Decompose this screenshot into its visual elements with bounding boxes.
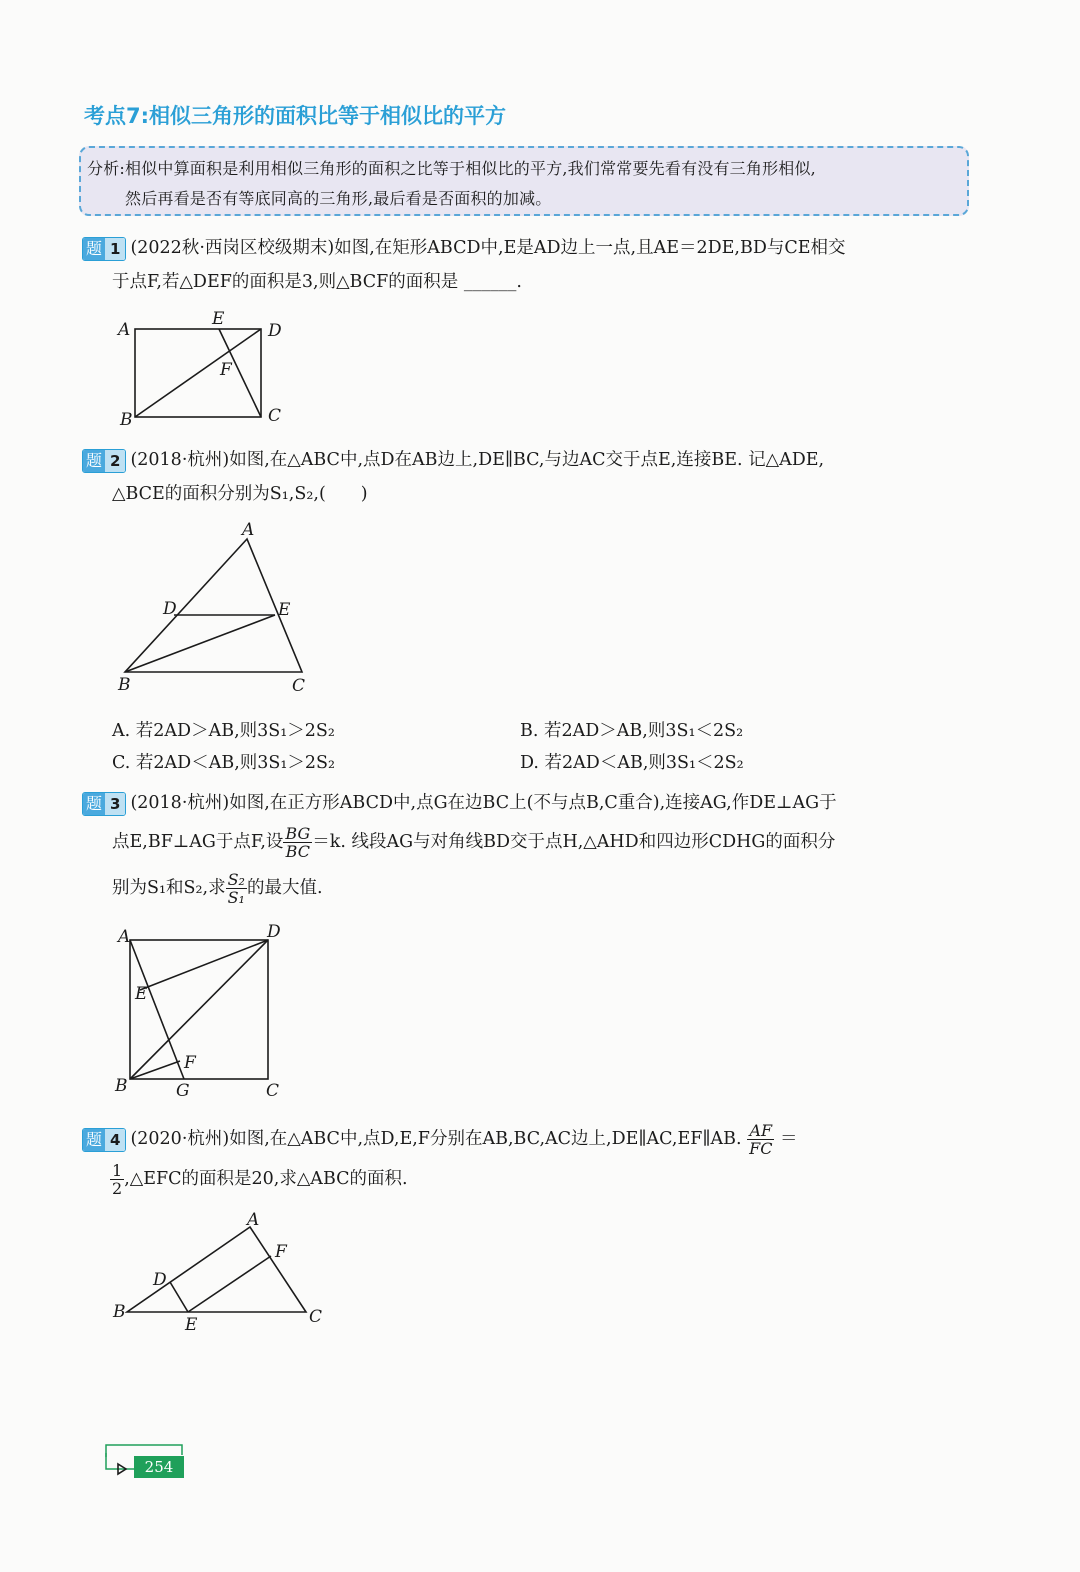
figure-triangle-abc-q4 (105, 1205, 335, 1335)
label-b: B (120, 410, 133, 430)
label-d: D (267, 922, 281, 942)
label-e: E (135, 984, 148, 1004)
label-c: C (268, 406, 282, 426)
question-3-line-3: 别为S₁和S₂,求 $\frac{\text{S₂}}{\text{S₁}}$ 的最大值. (112, 870, 323, 907)
label-g: G (176, 1081, 190, 1101)
label-d: D (153, 1270, 167, 1290)
segment-de (170, 1282, 188, 1312)
label-b: B (118, 675, 131, 695)
analysis-line-2: 然后再看是否有等底同高的三角形,最后看是否面积的加减。 (125, 189, 552, 208)
question-4-line-1: 题 4 (2020·杭州)如图,在△ABC中,点D,E,F分别在AB,BC,AC边上,DE∥AC,EF∥AB. $\frac{AF}{FC}$ ＝ (82, 1122, 798, 1157)
segment-bf (130, 1061, 180, 1079)
label-a: A (118, 927, 131, 947)
label-f: F (275, 1242, 287, 1262)
option-c: C. 若2AD＜AB,则3S₁＞2S₂ (112, 753, 336, 773)
label-f: F (184, 1053, 196, 1073)
fraction-s2-s1: $\frac{\text{S₂}}{\text{S₁}}$ (227, 870, 245, 907)
label-a: A (247, 1210, 260, 1230)
label-c: C (309, 1307, 323, 1327)
label-a: A (118, 320, 131, 340)
question-4-tag: 题 4 (82, 1128, 126, 1152)
section-title: 考点7:相似三角形的面积比等于相似比的平方 (84, 104, 507, 128)
analysis-box (79, 146, 969, 216)
segment-ag (130, 940, 184, 1079)
label-c: C (266, 1081, 280, 1101)
question-1-line-2: 于点F,若△DEF的面积是3,则△BCF的面积是 ______. (112, 272, 522, 292)
label-a: A (242, 520, 255, 540)
page-number: 254 (134, 1456, 184, 1478)
question-3-line-2: 点E,BF⊥AG于点F,设 $\frac{BG}{BC}$ ＝k. 线段AG与对角线BD交于点H,△AHD和四边形CDHG的面积分 (112, 824, 836, 861)
label-e: E (185, 1315, 198, 1335)
figure-triangle-abc-q2 (110, 515, 320, 695)
label-d: D (268, 321, 282, 341)
question-3-tag: 题 3 (82, 792, 126, 816)
diagonal-bd (130, 940, 268, 1079)
diagonal-bd (135, 329, 261, 417)
label-b: B (113, 1302, 126, 1322)
fraction-one-half: $\frac{1}{2}$ (112, 1161, 123, 1198)
option-d: D. 若2AD＜AB,则3S₁＜2S₂ (520, 753, 744, 773)
fraction-bg-bc: $\frac{BG}{BC}$ (285, 824, 311, 861)
option-a: A. 若2AD＞AB,则3S₁＞2S₂ (112, 721, 335, 741)
segment-ef (188, 1256, 271, 1312)
figure-square-abcd (110, 918, 310, 1103)
triangle-abc (125, 539, 302, 672)
fraction-af-fc: $\frac{AF}{FC}$ (749, 1121, 773, 1158)
question-4-line-2: $\frac{1}{2}$ ,△EFC的面积是20,求△ABC的面积. (112, 1161, 408, 1198)
question-1-line-1: 题 1 (2022秋·西岗区校级期末)如图,在矩形ABCD中,E是AD边上一点,且AE＝2DE,BD与CE相交 (82, 235, 846, 261)
question-2-tag: 题 2 (82, 449, 126, 473)
question-2-line-1: 题 2 (2018·杭州)如图,在△ABC中,点D在AB边上,DE∥BC,与边AC交于点E,连接BE. 记△ADE, (82, 447, 824, 473)
option-b: B. 若2AD＞AB,则3S₁＜2S₂ (520, 721, 744, 741)
segment-de (140, 940, 268, 990)
figure-rectangle-abcd (110, 305, 300, 430)
question-1-tag: 题 1 (82, 237, 126, 261)
label-c: C (292, 676, 306, 695)
analysis-line-1: 分析:相似中算面积是利用相似三角形的面积之比等于相似比的平方,我们常常要先看有没有三角形相似, (87, 159, 816, 178)
label-e: E (212, 309, 225, 329)
label-e: E (278, 600, 291, 620)
segment-be (125, 615, 275, 672)
question-2-line-2: △BCE的面积分别为S₁,S₂,( ) (112, 484, 368, 504)
label-d: D (163, 599, 177, 619)
question-3-line-1: 题 3 (2018·杭州)如图,在正方形ABCD中,点G在边BC上(不与点B,C重合),连接AG,作DE⊥AG于 (82, 790, 837, 816)
label-b: B (115, 1076, 128, 1096)
label-f: F (220, 360, 232, 380)
